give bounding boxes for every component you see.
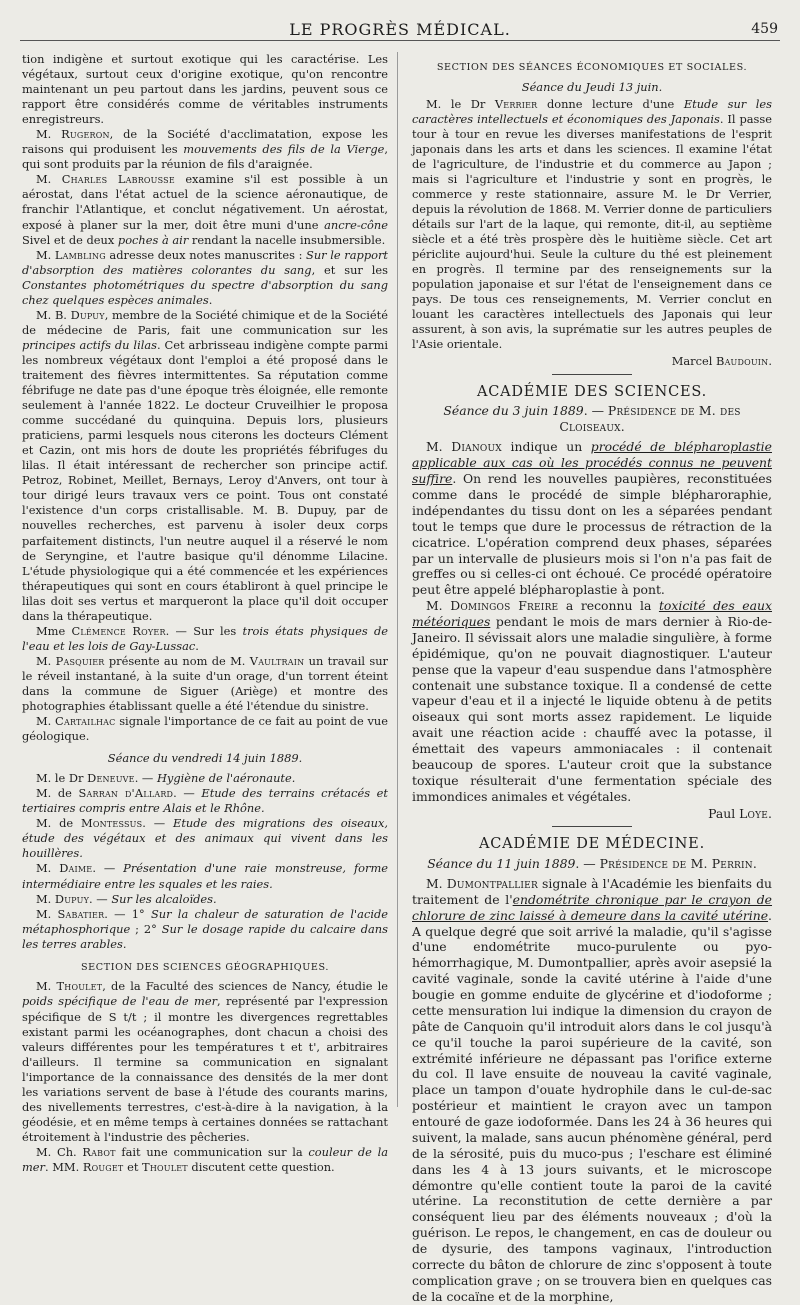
person-name: Présidence de M. Perrin [599, 855, 753, 871]
person-name: Montessus [81, 816, 143, 831]
session-heading: Séance du vendredi 14 juin 1889. [107, 751, 303, 766]
text-run: , membre de la Société chimique et de la Société de médecine de Paris, fait une communication sur les [22, 307, 388, 337]
page-number: 459 [751, 21, 778, 37]
text-run: examine s'il est possible à un aérostat, dans l'état actuel de la science aéronautique, de franchir l'Atlantique, et conclut négativement. Un aérostat, exposé à planer sur la mer, doit être muni d'une [22, 172, 388, 232]
title-text: Séance du 11 juin 1889 [427, 855, 576, 871]
person-name: Rabot [82, 1144, 116, 1159]
journal-title: LE PROGRÈS MÉDICAL. [289, 20, 511, 39]
paragraph [22, 127, 388, 172]
title-text: Présentation d'une raie monstreuse, forme intermédiaire entre les squales et les raies. [22, 861, 389, 891]
person-name: Verrier [494, 96, 538, 111]
paragraph [412, 439, 772, 598]
title-text: Etude des terrains crétacés et tertiaires compris entre Alais et le Rhône. [22, 786, 388, 816]
text-run: signale à l'Académie les bienfaits du traitement de l' [412, 875, 772, 907]
text-run: M. de [36, 816, 82, 831]
title-text: couleur de la mer [22, 1144, 388, 1174]
person-name: Loye [739, 805, 769, 821]
text-run: a reconnu la [558, 598, 659, 614]
academy-session-heading [412, 403, 772, 436]
person-name: Dumontpallier [446, 875, 538, 891]
person-name: Cartailhac [55, 714, 116, 729]
text-run: . — [173, 786, 202, 801]
person-name: Daime [59, 861, 93, 876]
paragraph [22, 714, 388, 744]
section-divider [552, 826, 632, 827]
person-name: Rouget [82, 1159, 124, 1174]
paragraph: tion indigène et surtout exotique qui les caractérise. Les végétaux, surtout ceux d'origine exotique, qu'on rencontre maintenant un peu partout dans les jardins, peuvent sous ce rapport être considérés comme de véritables instruments enregistreurs. [22, 52, 388, 127]
right-column [412, 52, 772, 1305]
text-run: fait une communication sur la [115, 1144, 309, 1159]
text-run: M. [426, 598, 451, 614]
text-run: . — [583, 402, 608, 418]
text-run: indique un [501, 439, 591, 455]
title-text: toxicité des eaux météoriques [412, 598, 772, 630]
title-text: Sur le rapport d'absorption des matières colorantes du sang [22, 247, 388, 277]
title-text: principes actifs du lilas [22, 337, 157, 352]
paragraph [412, 598, 772, 804]
text-run: . [195, 638, 199, 653]
left-column [22, 52, 388, 1175]
text-run: Paul [708, 805, 740, 821]
paragraph [22, 771, 388, 786]
person-name: Dupuy [70, 307, 105, 322]
text-run: . — [575, 855, 600, 871]
text-run: . A quelque degré que soit arrivé la maladie, qu'il s'agisse d'une endométrite muco-purulente ou pyo-hémorrhagique, M. Dumontpallier, après avoir asepsié la cavité vaginale, sonde la cavité utérine à l'aide d'une bougie en gomme enduite de glycérine et d'iodoforme ; cette mensuration lui indique la dimension du crayon de pâte de Canquoin qu'il introduit alors dans le col jusqu'à ce qu'il touche la paroi supérieure de la cavité, son extrémité inférieure ne dépassant pas l'orifice externe du col. Il lave ensuite de nouveau la cavité vaginale, place un tampon d'ouate hydrophile dans le cul-de-sac postérieur et maintient le crayon avec un tampon entouré de gaze iodoformée. Dans les 24 à 36 heures qui suivent, la malade, sans aucun phénomène général, perd de la sérosité, puis du muco-pus ; l'eschare est éliminé dans les 4 à 13 jours suivants, et le microscope démontre qu'elle contient toute la paroi de la cavité utérine. La reconstitution de cette dernière a par conséquent lieu par des éléments nouveaux ; d'où la guérison. Le repos, le changement, en cas de douleur ou de dysurie, des tampons vaginaux, l'introduction correcte du bâton de chlorure de zinc s'opposent à toute complication grave ; on se trouvera bien en quelques cas de la cocaïne et de la morphine, [412, 907, 772, 1304]
title-text: mouvements des fils de la Vierge [183, 142, 385, 157]
paragraph [22, 172, 388, 247]
paragraph [22, 907, 388, 952]
text-run: M. [426, 875, 447, 891]
text-run: . — [134, 771, 157, 786]
title-text: endométrite chronique par le crayon de chlorure de zinc laissé à demeure dans la cavité utérine [412, 891, 773, 923]
column-rule [397, 52, 398, 1107]
text-run: , représenté par l'expression spécifique de S t/t ; il montre les divergences regrettables existant parmi les océanographes, dont chacun a choisi des valeurs différentes pour les températures t et t', arbitraires d'ailleurs. Il termine sa communication en signalant l'importance de la connaissance des densités de la mer dont les variations servent de base à l'étude des courants marins, des nivellements terrestres, c'est-à-dire à la navigation, à la géodésie, et en même temps à certaines données se rattachant étroitement à l'industrie des pêcheries. [22, 994, 388, 1144]
text-run: M. [36, 906, 58, 921]
running-header [20, 18, 780, 41]
text-run: M. [36, 714, 56, 729]
person-name: Thoulet [56, 979, 103, 994]
paragraph [412, 876, 772, 1305]
text-run: et [123, 1159, 143, 1174]
title-text: Sur le dosage rapide du calcaire dans les terres arables. [22, 921, 388, 951]
person-name: Thoulet [142, 1159, 188, 1174]
person-name: Présidence de M. des Cloiseaux [559, 402, 741, 435]
person-name: Vaultrain [249, 653, 305, 668]
text-run: un travail sur le réveil instantané, à la suite d'un orage, d'un torrent éteint dans la commune de Siguer (Ariège) et montre des photographies établissant quelle a été l'étendue du sinistre. [22, 653, 388, 714]
text-run: . [768, 805, 772, 821]
text-run: M. [36, 172, 62, 187]
text-run: pendant le mois de mars dernier à Rio-de-Janeiro. Il sévissait alors une maladie singulière, à forme épidémique, qu'on ne pouvait diagnostiquer. L'auteur pense que la vapeur d'eau suspendue dans l'atmosphère contenait une substance toxique. Il a condensé de cette vapeur d'eau et il a injecté le liquide obtenu à de petits oiseaux qui sont morts assez rapidement. Le liquide avait une réaction acide : chauffé avec la potasse, il émettait des vapeurs ammoniacales : il contenait beaucoup de spores. L'auteur croit que la substance toxique résulterait d'une fermentation spéciale des immondices animales et végétales. [412, 614, 772, 804]
academy-heading: ACADÉMIE DE MÉDECINE. [479, 836, 705, 853]
title-text: Séance du 3 juin 1889 [443, 402, 584, 418]
text-run: M. le Dr [426, 96, 495, 111]
person-name: Deneuve [87, 771, 135, 786]
title-text: Sur la chaleur de saturation de l'acide métaphosphorique [22, 906, 388, 936]
person-name: Clémence Royer [71, 623, 166, 638]
text-run: . [620, 419, 625, 435]
text-run: discutent cette question. [187, 1159, 335, 1174]
text-run: . On rend les nouvelles paupières, reconstituées comme dans le procédé de simple blépharoraphie, indépendantes du tissu dont on les a séparées pendant tout le temps que dure le processus de rétraction de la cicatrice. L'opération comprend deux phases, séparées par un intervalle de plusieurs mois si l'on n'a pas fait de greffes ou si celles-ci ont échoué. Ce procédé opératoire peut être appelé blépharoplastie à pont. [412, 471, 772, 598]
title-text: ancre-cône [324, 217, 388, 232]
academy-heading: ACADÉMIE DES SCIENCES. [476, 383, 708, 400]
paragraph [22, 624, 388, 654]
text-run: Sivel et de deux [22, 232, 118, 247]
section-subheading: Séance du Jeudi 13 juin. [521, 79, 663, 94]
text-run: présente au nom de M. [104, 653, 250, 668]
title-text: Constantes photométriques du spectre d'absorption du sang chez quelques espèces animales [22, 277, 388, 307]
signature [412, 806, 772, 822]
text-run: signale l'importance de ce fait au point de vue géologique. [22, 714, 388, 744]
title-text: Sur les alcaloïdes. [111, 891, 217, 906]
text-run: . — [92, 861, 124, 876]
text-run: . — Sur les [165, 623, 243, 638]
text-run: . — 1° [104, 906, 151, 921]
paragraph [22, 1145, 388, 1175]
paragraph [22, 654, 388, 714]
text-run: , et sur les [311, 262, 388, 277]
title-text: trois états physiques de l'eau et les lois de Gay-Lussac [22, 623, 389, 653]
person-name: Baudouin [716, 353, 769, 368]
person-name: Dupuy [54, 891, 90, 906]
paragraph [22, 248, 388, 308]
title-text: Etude des migrations des oiseaux, étude des végétaux et des animaux qui vivent dans les houillères. [22, 816, 388, 861]
section-heading: SECTION DES SÉANCES ÉCONOMIQUES ET SOCIALES. [436, 62, 748, 73]
text-run: M. Ch. [36, 1144, 83, 1159]
paragraph [22, 979, 388, 1145]
title-text: poids spécifique de l'eau de mer [22, 994, 218, 1009]
person-name: Charles Labrousse [61, 172, 175, 187]
text-run: . Cet arbrisseau indigène compte parmi les nombreux végétaux dont l'emploi a été proposé dans le traitement des fièvres intermittentes. Sa réputation comme fébrifuge ne date pas d'une époque très éloignée, elle remonte seulement à l'année 1822. Le docteur Cruveilhier le proposa comme succédané du quinquina. Depuis lors, plusieurs praticiens, parmi lesquels nous citerons les docteurs Clément et Cazin, ont mis hors de doute les propriétés fébrifuges du lilas. Il était intéressant de rechercher son principe actif. Petroz, Robinet, Meillet, Bernays, Leroy d'Anvers, ont tour à tour dirigé leurs travaux vers ce point. Tous ont constaté l'existence d'un corps cristallisable. M. B. Dupuy, par de nouvelles recherches, est parvenu à isoler deux corps parfaitement distincts, l'un neutre auquel il a réservé le nom de Seryngine, et l'autre basique qu'il dénomme Lilacine. L'étude physiologique qui a été commencée et les expériences thérapeutiques qui sont en cours établiront à quel principe le lilas doit ses vertus et marqueront la place qu'il doit occuper dans la thérapeutique. [22, 337, 389, 623]
person-name: Sabatier [57, 906, 105, 921]
text-run: M. le Dr [36, 771, 88, 786]
text-run: M. [36, 653, 56, 668]
text-run: . — [89, 891, 112, 906]
paragraph [412, 97, 772, 353]
text-run: , de la Société d'acclimatation, expose les raisons qui produisent les [22, 127, 388, 157]
text-run: M. [36, 247, 55, 262]
text-run: . [768, 353, 772, 368]
text-run: donne lecture d'une [537, 96, 684, 111]
section-divider [552, 374, 632, 375]
text-run: M. [36, 979, 57, 994]
paragraph [22, 308, 388, 624]
text-run: M. [426, 439, 452, 455]
text-run: Marcel [671, 353, 716, 368]
paragraph [22, 816, 388, 861]
text-run: M. de [36, 786, 79, 801]
text-run: , qui sont produits par la réunion de fils d'araignée. [22, 142, 388, 172]
academy-session-heading [412, 856, 772, 872]
paragraph [22, 861, 388, 891]
title-text: poches à air [117, 232, 189, 247]
text-run: adresse deux notes manuscrites : [105, 247, 307, 262]
text-run: . Il passe tour à tour en revue les diverses manifestations de l'esprit japonais dans les arts et dans les sciences. Il examine l'état de l'agriculture, de l'industrie et du commerce au Japon ; mais si l'agriculture et l'industrie y sont en progrès, le commerce y reste stationnaire, assure M. le Dr Verrier, depuis la révolution de 1868. M. Verrier donne de particuliers détails sur l'art de la laque, qui remonte, dit-il, au septième siècle et a été très prospère dès le huitième siècle. Cet art périclite aujourd'hui. Seule la culture du thé est pleinement en progrès. Il termine par des renseignements sur la population japonaise et sur l'état de l'enseignement dans ce pays. De tous ces renseignements, M. Verrier conclut en louant les caractères intellectuels des Japonais qui leur assurent, à son avis, la suprématie sur les autres peuples de l'Asie orientale. [412, 111, 772, 352]
text-run: rendant la nacelle insubmersible. [188, 232, 386, 247]
text-run: . [752, 855, 757, 871]
person-name: Domingos Freire [450, 598, 559, 614]
title-text: procédé de blépharoplastie applicable aux cas où les procédés connus ne peuvent suffire [412, 439, 772, 487]
text-run: Mme [36, 623, 72, 638]
text-run: , de la Faculté des sciences de Nancy, étudie le [102, 979, 389, 994]
text-run: M. [36, 127, 62, 142]
section-heading: SECTION DES SCIENCES GÉOGRAPHIQUES. [81, 961, 329, 973]
text-run: ; 2° [130, 921, 162, 936]
paragraph [22, 892, 388, 907]
text-run: M. B. [36, 307, 71, 322]
person-name: Pasquier [55, 653, 105, 668]
text-run: . — [142, 816, 174, 831]
title-text: Etude sur les caractères intellectuels et économiques des Japonais [412, 96, 773, 126]
signature [412, 354, 772, 369]
text-run: M. [36, 861, 60, 876]
text-run: . MM. [45, 1159, 83, 1174]
person-name: Dianoux [451, 439, 502, 455]
text-run: M. [36, 891, 55, 906]
person-name: Lambling [54, 247, 106, 262]
person-name: Sarran d'Allard [78, 786, 174, 801]
text-run: . [208, 292, 213, 307]
person-name: Rugeron [61, 127, 110, 142]
paragraph [22, 786, 388, 816]
title-text: Hygiène de l'aéronaute. [156, 771, 296, 786]
